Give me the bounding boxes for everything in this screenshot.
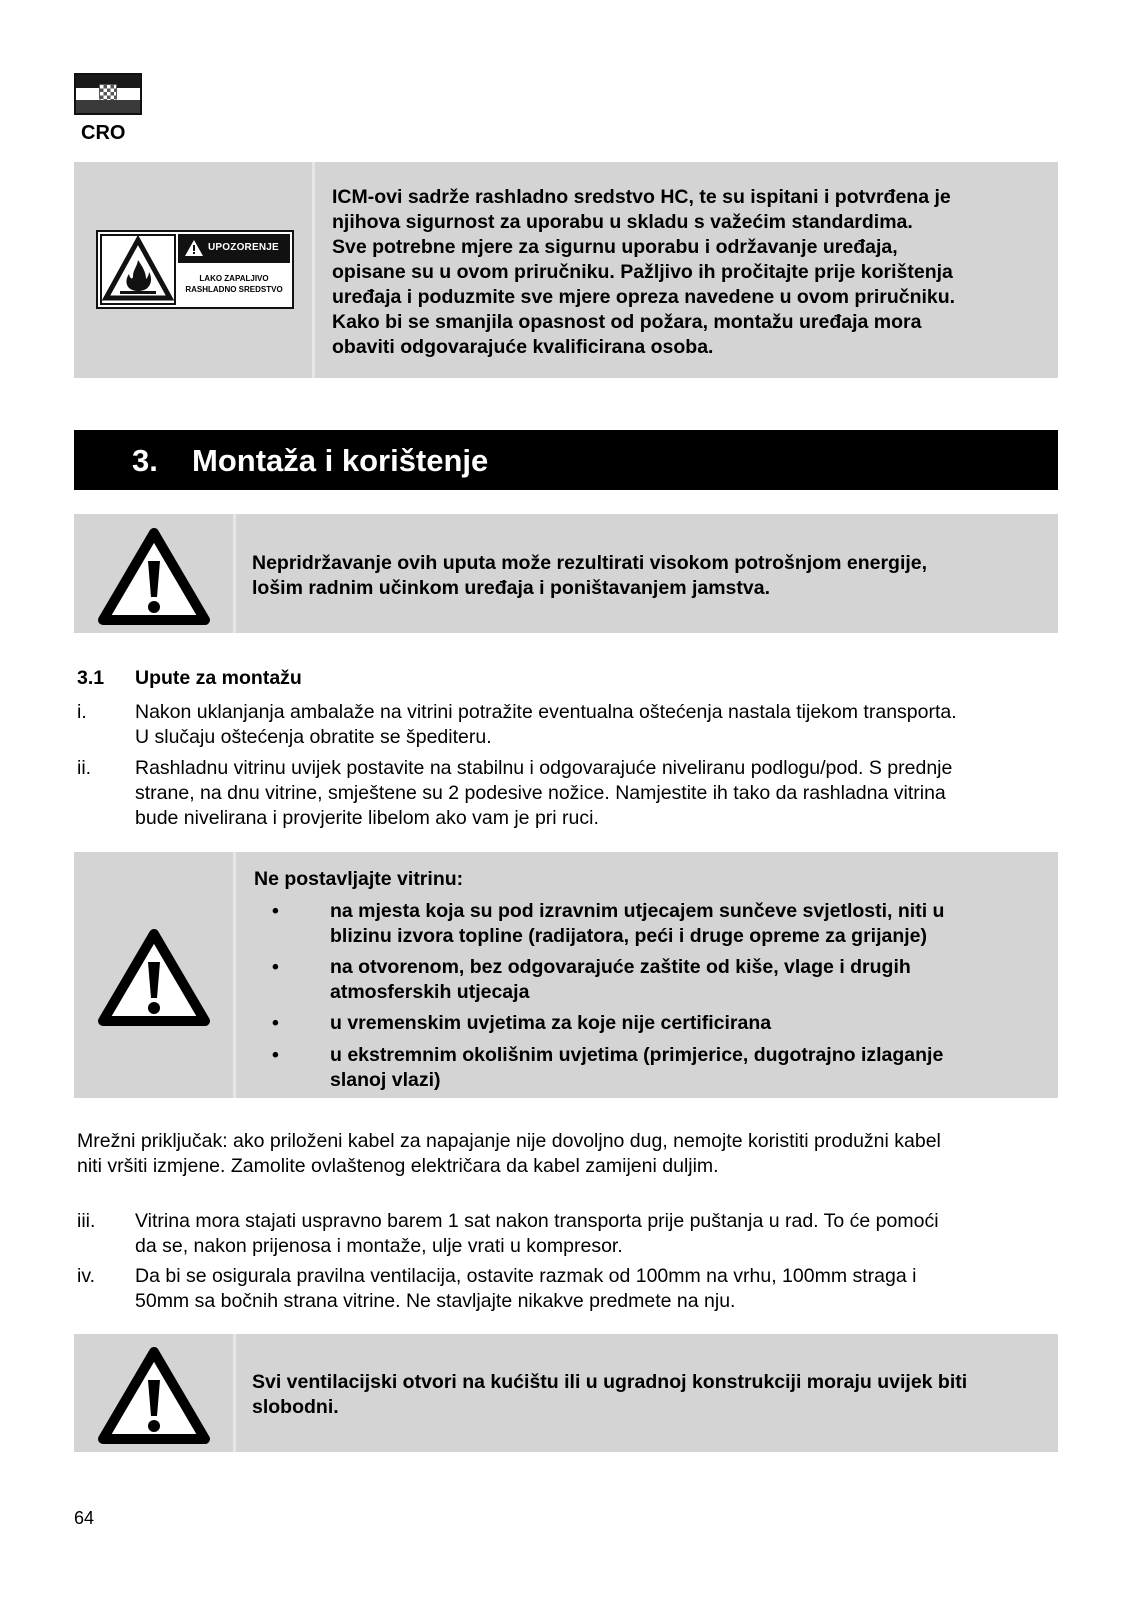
warning-box-placement: Ne postavljajte vitrinu: • na mjesta koja su pod izravnim utjecajem sunčeve svjetlosti, niti u blizinu izvora topline (radijatora, peći i druge opreme za grijanje) • na otvorenom, bez odgovarajuće zaštite od kiše, vlage i drugih atmosferskih utjecaja • u vremenskim uvjetima za koje nije certificirana • u ekstremnim okolišnim uvjetima (primjerice, dugotrajno izlaganje slanoj vlazi)	[74, 852, 1058, 1098]
hc-notice-box	[74, 162, 1058, 378]
warning-heading: Ne postavljajte vitrinu:	[254, 868, 464, 890]
list-item-label: iv.	[77, 1265, 96, 1287]
warning-triangle-icon	[98, 928, 210, 1026]
warning-text-energy: Nepridržavanje ovih uputa može rezultirati visokom potrošnjom energije, lošim radnim učinkom uređaja i poništavanjem jamstva.	[252, 552, 928, 599]
section-number: 3.	[132, 443, 158, 478]
flammable-icon	[100, 234, 176, 305]
label-footer: LAKO ZAPALJIVO RASHLADNO SREDSTVO	[185, 274, 283, 294]
warning-text-ventilation: Svi ventilacijski otvori na kućištu ili u ugradnoj konstrukciji moraju uvijek biti slobodni.	[252, 1371, 968, 1418]
subsection-number: 3.1	[77, 667, 105, 689]
croatian-flag-icon	[74, 73, 142, 115]
list-item-label: i.	[77, 701, 87, 723]
warning-small-icon	[184, 239, 204, 257]
section-title: Montaža i korištenje	[192, 443, 489, 478]
section-heading	[74, 430, 1058, 490]
warning-box-ventilation	[74, 1334, 1058, 1452]
label-header: UPOZORENJE	[178, 234, 290, 263]
power-connection-note: Mrežni priključak: ako priloženi kabel za napajanje nije dovoljno dug, nemojte koristiti produžni kabel niti vršiti izmjene. Zamolite ovlaštenog električara da kabel zamijeni duljim.	[77, 1130, 941, 1177]
warning-box-energy	[74, 514, 1058, 633]
warning-triangle-icon	[98, 527, 210, 625]
warning-triangle-icon	[98, 1346, 210, 1444]
page-number: 64	[74, 1508, 95, 1528]
hc-notice-text: ICM-ovi sadrže rashladno sredstvo HC, te su ispitani i potvrđena je njihova sigurnost za uporabu u skladu s važećim standardima. Sve potrebne mjere za sigurnu uporabu i održavanje uređaja, opisane su u ovom priručniku. Pažljivo ih pročitajte prije korištenja uređaja i poduzmite sve mjere opreza navedene u ovom priručniku. Kako bi se smanjila opasnost od požara, montažu uređaja mora obaviti odgovarajuće kvalificirana osoba.	[332, 186, 956, 358]
language-code: CRO	[81, 122, 126, 144]
list-item-label: ii.	[77, 757, 92, 779]
subsection-title: Upute za montažu	[135, 667, 302, 689]
list-item-label: iii.	[77, 1210, 96, 1232]
subsection-heading	[77, 667, 302, 690]
flammable-warning-label	[96, 230, 294, 309]
